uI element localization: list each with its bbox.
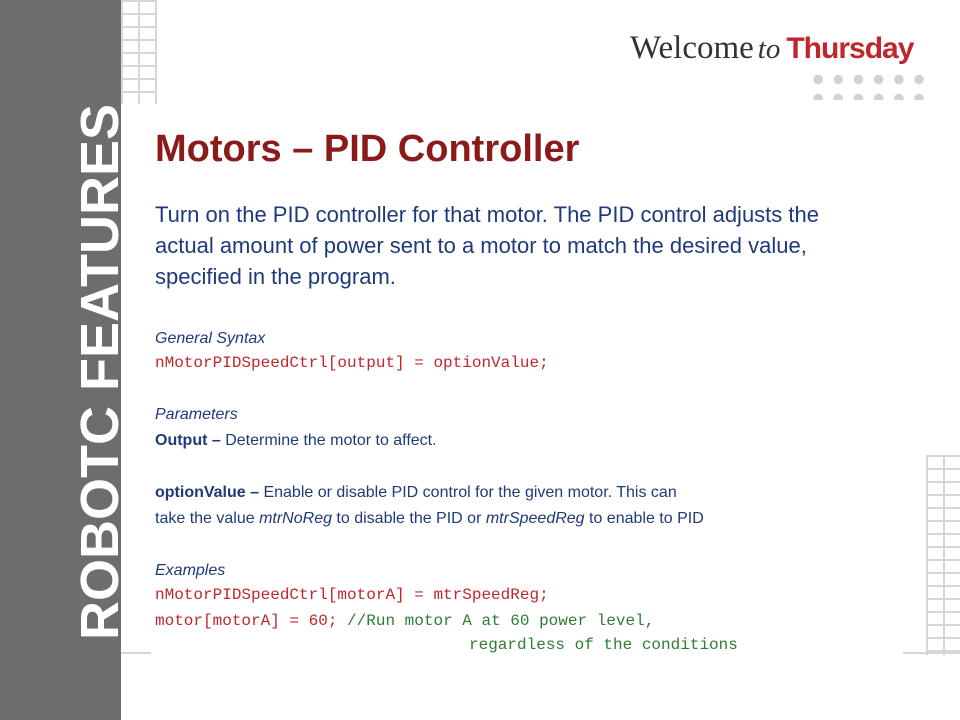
slide-title: Motors – PID Controller xyxy=(155,128,580,170)
param-text-a: take the value xyxy=(155,510,260,527)
param-output-desc: Determine the motor to affect. xyxy=(220,432,437,449)
example-2-comment-cont: regardless of the conditions xyxy=(469,636,738,654)
param-mtrnoreg: mtrNoReg xyxy=(259,510,332,527)
decorative-line-right xyxy=(903,652,960,654)
parameters-label: Parameters xyxy=(155,406,238,423)
syntax-code: nMotorPIDSpeedCtrl[output] = optionValue; xyxy=(155,354,549,372)
brand-logo xyxy=(630,30,913,67)
example-1: nMotorPIDSpeedCtrl[motorA] = mtrSpeedReg; xyxy=(155,586,549,604)
param-mtrspeedreg: mtrSpeedReg xyxy=(485,510,585,527)
param-text-b: to disable the PID or xyxy=(331,510,486,527)
brand-welcome: Welcome xyxy=(630,30,754,66)
slide-lead: Turn on the PID controller for that motor. The PID control adjusts the actual amount of power sent to a motor to match the desired value, specified in the program. xyxy=(155,202,819,289)
example-2 xyxy=(155,612,654,630)
examples-label: Examples xyxy=(155,562,226,579)
param-optionvalue-desc: Enable or disable PID control for the given motor. This can xyxy=(259,484,677,501)
decorative-grid-right xyxy=(926,455,960,655)
param-optionvalue xyxy=(155,484,677,502)
brand-thursday: Thursday xyxy=(786,32,914,65)
decorative-grid-top-border xyxy=(121,0,157,104)
example-2-code: motor[motorA] = 60; xyxy=(155,612,338,630)
decorative-line-left xyxy=(121,652,151,654)
sidebar-title: ROBOTC FEATURES xyxy=(70,104,130,640)
brand-to: to xyxy=(757,33,781,65)
param-output-name: Output – xyxy=(155,432,221,449)
general-syntax-label: General Syntax xyxy=(155,330,266,347)
param-optionvalue-name: optionValue – xyxy=(155,484,260,501)
param-output xyxy=(155,432,437,450)
param-optionvalue-line2 xyxy=(155,510,704,528)
param-text-c: to enable to PID xyxy=(584,510,704,527)
decorative-dots xyxy=(808,70,930,100)
example-2-comment: //Run motor A at 60 power level, xyxy=(347,612,655,630)
